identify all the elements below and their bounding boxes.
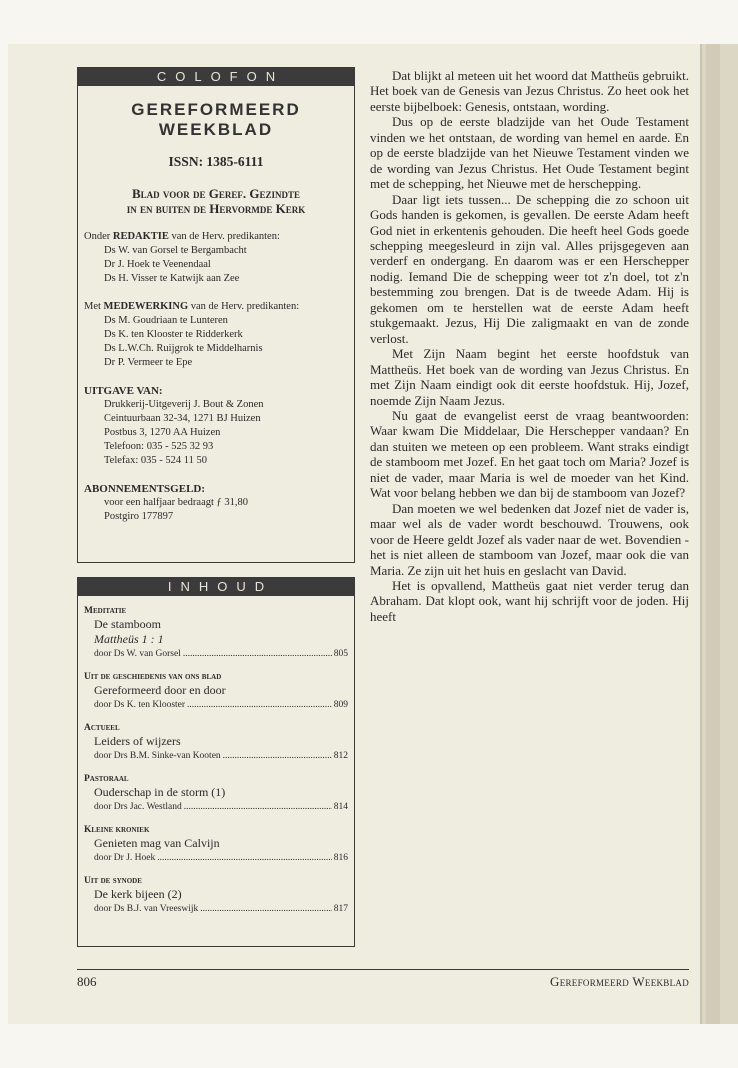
toc-title: De stamboom <box>94 617 161 631</box>
toc-subtitle: Mattheüs 1 : 1 <box>94 632 164 646</box>
subtitle-line-1: Blad voor de Geref. Gezindte <box>132 186 300 201</box>
toc-category: Pastoraal <box>84 774 129 784</box>
abonnement-line: voor een halfjaar bedraagt ƒ 31,80 <box>104 497 249 508</box>
toc-leader <box>223 749 332 764</box>
toc-page: 817 <box>333 904 348 914</box>
article-paragraph: Dan moeten we wel bedenken dat Jozef niet de vader is, maar wel als de vader wordt beschouwd. Trouwens, ook voor de Heere geldt Jozef als vader naar de wet. Bovendien - het is niet alleen de stamboom van Jozef, maar ook die van Maria. Ze zijn uit het huis en geslacht van David. <box>370 500 689 578</box>
uitgave-line: Postbus 3, 1270 AA Huizen <box>104 427 221 438</box>
toc-author: door Drs B.M. Sinke-van Kooten <box>94 751 221 761</box>
subtitle <box>78 186 354 216</box>
masthead-logo <box>78 100 354 140</box>
toc-page: 805 <box>333 649 348 659</box>
toc-title: De kerk bijeen (2) <box>94 887 182 901</box>
binding-shadow <box>706 44 720 1024</box>
page-number: 806 <box>77 974 97 989</box>
toc-entry <box>84 671 348 713</box>
toc-category: Uit de synode <box>84 876 142 886</box>
inhoud-box <box>77 577 355 947</box>
abonnement-line: Postgiro 177897 <box>104 511 174 522</box>
toc-leader <box>184 800 332 815</box>
toc-leader <box>157 851 332 866</box>
redaktie-section <box>84 230 350 286</box>
medewerking-intro: Met MEDEWERKING van de Herv. predikanten: <box>84 301 300 312</box>
toc-author-line <box>94 749 348 764</box>
toc-category: Kleine kroniek <box>84 825 150 835</box>
running-head: Gereformeerd Weekblad <box>550 974 689 989</box>
toc-title: Ouderschap in de storm (1) <box>94 785 226 799</box>
article-paragraph: Met Zijn Naam begint het eerste hoofdstuk van Mattheüs. Het boek van de wording van Jezus Christus. En met Zijn Naam eindigt ook dit eerste hoofdstuk. Hij, Jozef, noemde Zijn Naam Jezus. <box>370 346 689 408</box>
toc-entry <box>84 605 348 662</box>
abonnement-label: ABONNEMENTSGELD: <box>84 483 206 495</box>
toc-author: door Drs Jac. Westland <box>94 802 182 812</box>
toc-title: Leiders of wijzers <box>94 734 181 748</box>
toc-category: Actueel <box>84 723 120 733</box>
toc-entry <box>84 773 348 815</box>
article-paragraph: Het is opvallend, Mattheüs gaat niet verder terug dan Abraham. Dat klopt ook, want hij schrijft voor de joden. Hij heeft <box>370 577 689 624</box>
issn: ISSN: 1385-6111 <box>168 154 264 169</box>
toc-category: Uit de geschiedenis van ons blad <box>84 672 222 682</box>
redaktie-intro: Onder REDAKTIE van de Herv. predikanten: <box>84 231 280 242</box>
toc-author-line <box>94 851 348 866</box>
toc-page: 816 <box>333 853 348 863</box>
logo-line-2: WEEKBLAD <box>158 120 274 139</box>
medewerking-name: Ds M. Goudriaan te Lunteren <box>104 315 228 326</box>
redaktie-name: Ds H. Visser te Katwijk aan Zee <box>104 273 240 284</box>
article-paragraph: Daar ligt iets tussen... De schepping die zo schoon uit Gods handen is gekomen, is gevallen. De eerste Adam heeft God niet in erkentenis gehouden. Die heeft heel Gods goede schepping meegesleurd in zijn val. Alles prijsgegeven aan verderf en ondergang. En daarom was er een Herschepper nodig. Iemand Die de schepping weer tot z'n doel, tot z'n bestemming zou brengen. Dat is de tweede Adam. Hij is gekomen om te herstellen wat de eerste Adam heeft stukgemaakt. Jezus, Hij Die zaligmaakt en van de zonde verlost. <box>370 191 689 346</box>
toc-author-line <box>94 647 348 662</box>
uitgave-section <box>84 384 350 468</box>
toc-title: Gereformeerd door en door <box>94 683 226 697</box>
article-body <box>370 68 689 624</box>
toc-page: 814 <box>333 802 348 812</box>
toc-leader <box>183 647 332 662</box>
medewerking-section <box>84 300 350 370</box>
article-paragraph: Dus op de eerste bladzijde van het Oude Testament vinden we het ontstaan, de wording van hemel en aarde. En op de eerste bladzijde van het Nieuwe Testament vinden we de wording van Jezus Christus. Het Oude Testament begint met de schepping, het Nieuwe met de herschepping. <box>370 114 689 192</box>
abonnement-section <box>84 482 350 524</box>
redaktie-label: REDAKTIE <box>112 231 169 242</box>
toc-author: door Ds W. van Gorsel <box>94 649 181 659</box>
toc-entry <box>84 875 348 917</box>
subtitle-line-2: in en buiten de Hervormde Kerk <box>126 201 306 216</box>
toc-page: 809 <box>333 700 348 710</box>
toc-author: door Ds B.J. van Vreeswijk <box>94 904 199 914</box>
medewerking-name: Ds L.W.Ch. Ruijgrok te Middelharnis <box>104 343 263 354</box>
uitgave-line: Drukkerij-Uitgeverij J. Bout & Zonen <box>104 399 264 410</box>
uitgave-label: UITGAVE VAN: <box>84 385 163 397</box>
uitgave-line: Ceintuurbaan 32-34, 1271 BJ Huizen <box>104 413 261 424</box>
toc-author-line <box>94 698 348 713</box>
toc-category: Meditatie <box>84 606 127 616</box>
toc-author: door Dr J. Hoek <box>94 853 156 863</box>
toc-entry <box>84 722 348 764</box>
toc-title: Genieten mag van Calvijn <box>94 836 220 850</box>
redaktie-name: Dr J. Hoek te Veenendaal <box>104 259 211 270</box>
medewerking-name: Ds K. ten Klooster te Ridderkerk <box>104 329 243 340</box>
toc-leader <box>187 698 332 713</box>
uitgave-line: Telefoon: 035 - 525 32 93 <box>104 441 214 452</box>
toc-entry <box>84 824 348 866</box>
inhoud-heading: INHOUD <box>78 578 354 596</box>
toc-author: door Ds K. ten Klooster <box>94 700 186 710</box>
logo-line-1: GEREFORMEERD <box>131 100 301 119</box>
colofon-heading: COLOFON <box>78 68 354 86</box>
toc-page: 812 <box>333 751 348 761</box>
medewerking-name: Dr P. Vermeer te Epe <box>104 357 193 368</box>
colofon-box <box>77 67 355 563</box>
toc-author-line <box>94 902 348 917</box>
footer-rule <box>77 969 689 970</box>
redaktie-name: Ds W. van Gorsel te Bergambacht <box>104 245 247 256</box>
toc-author-line <box>94 800 348 815</box>
toc-leader <box>200 902 331 917</box>
uitgave-line: Telefax: 035 - 524 11 50 <box>104 455 207 466</box>
article-paragraph: Dat blijkt al meteen uit het woord dat Mattheüs gebruikt. Het boek van de Genesis van Jezus Christus. Zo heet ook het eerste bijbelboek: Genesis, ontstaan, wording. <box>370 68 689 114</box>
medewerking-label: MEDEWERKING <box>103 301 189 312</box>
article-paragraph: Nu gaat de evangelist eerst de vraag beantwoorden: Waar kwam Die Middelaar, Die Herschepper vandaan? En dan stuiten we meteen op een probleem. Want straks eindigt de stamboom met Jozef. En het gaat toch om Maria? Jozef is niet de vader, maar Maria is wel de moeder van het Kind. Wat voor belang hebben we dan bij de stamboom van Jozef? <box>370 407 689 501</box>
